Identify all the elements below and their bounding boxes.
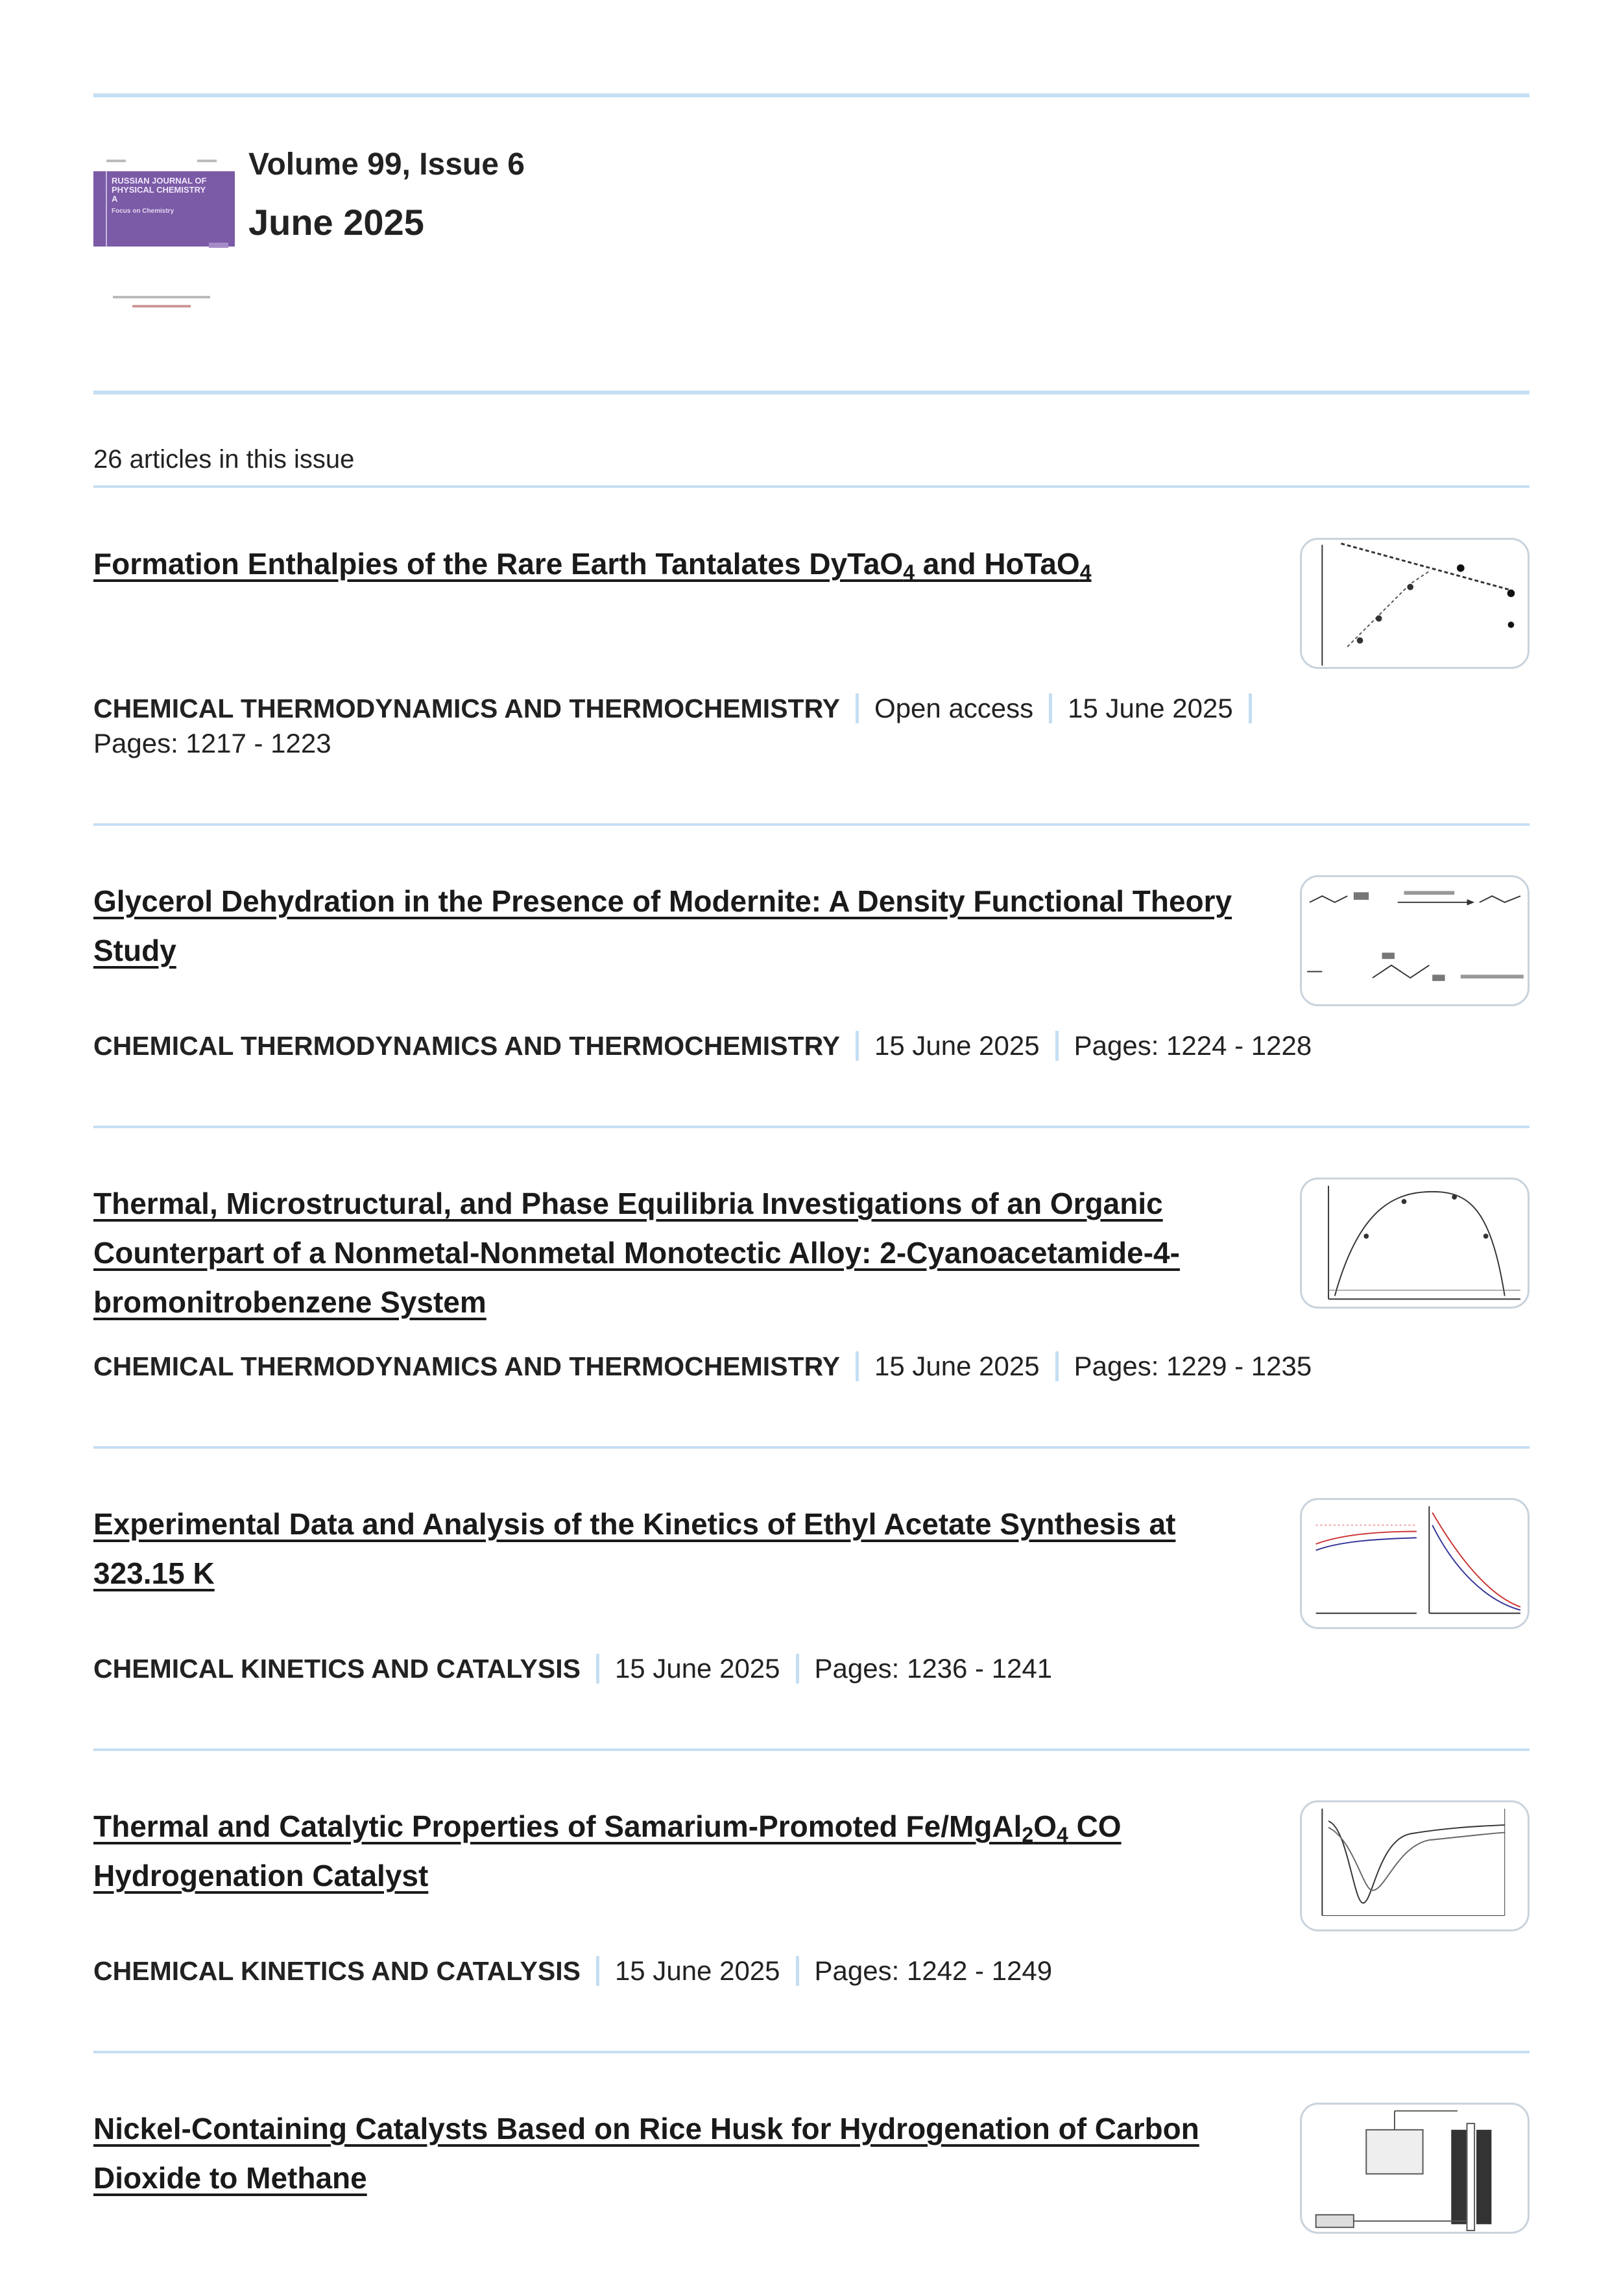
article-subject-link[interactable]: CHEMICAL THERMODYNAMICS AND THERMOCHEMISTRY: [93, 694, 841, 723]
article-pages: Pages: 1229 - 1235: [1074, 1351, 1312, 1381]
article-title-link[interactable]: [93, 1187, 1180, 1319]
article-publish-date: 15 June 2025: [874, 1351, 1040, 1381]
title-text: CO Hydrogenation Catalyst: [93, 1809, 1122, 1892]
article-item: [93, 489, 1530, 826]
meta-separator: [796, 1654, 799, 1684]
article-title-link[interactable]: [93, 547, 1092, 584]
article-header: [93, 2103, 1530, 2234]
meta-separator: [856, 694, 859, 723]
article-title: [93, 875, 1235, 975]
article-subject-link[interactable]: CHEMICAL KINETICS AND CATALYSIS: [93, 1956, 581, 1986]
article-title: [93, 1800, 1235, 1900]
article-title: [93, 1498, 1235, 1598]
title-subscript: 2: [1022, 1823, 1034, 1846]
title-text: Nickel-Containing Catalysts Based on Rice Husk for Hydrogenation of Carbon Dioxide to Methane: [93, 2112, 1199, 2195]
article-title-link[interactable]: [93, 2112, 1199, 2195]
title-subscript: 4: [1057, 1823, 1068, 1846]
title-subscript: 4: [903, 561, 915, 584]
article-header: [93, 1498, 1530, 1629]
article-title-link[interactable]: [93, 884, 1232, 967]
article-thumbnail-image[interactable]: [1300, 875, 1530, 1006]
meta-separator: [856, 1351, 859, 1381]
title-text: Glycerol Dehydration in the Presence of Modernite: A Density Functional Theory Study: [93, 884, 1232, 967]
articles-count: 26 articles in this issue: [93, 445, 355, 474]
article-publish-date: 15 June 2025: [874, 1030, 1040, 1061]
article-meta: [93, 1651, 1443, 1686]
journal-cover-image[interactable]: [93, 148, 235, 330]
title-text: and HoTaO: [915, 547, 1080, 581]
article-item: [93, 1449, 1530, 1751]
article-thumbnail-image[interactable]: [1300, 1498, 1530, 1629]
meta-separator: [856, 1031, 859, 1061]
article-thumbnail-image[interactable]: [1300, 1800, 1530, 1931]
list-top-divider: [93, 485, 1530, 488]
article-list: [93, 489, 1530, 2296]
meta-separator: [596, 1956, 599, 1986]
article-meta: [93, 691, 1443, 761]
article-header: [93, 1178, 1530, 1327]
article-thumbnail-image[interactable]: [1300, 538, 1530, 669]
article-subject-link[interactable]: CHEMICAL THERMODYNAMICS AND THERMOCHEMISTRY: [93, 1031, 841, 1061]
header-bottom-divider: [93, 391, 1530, 394]
title-text: Thermal and Catalytic Properties of Samarium-Promoted Fe/MgAl: [93, 1809, 1022, 1843]
article-header: [93, 1800, 1530, 1931]
article-item: [93, 1128, 1530, 1449]
cover-journal-subtitle: Focus on Chemistry: [112, 208, 174, 215]
article-title-link[interactable]: [93, 1507, 1175, 1590]
article-pages: Pages: 1217 - 1223: [93, 728, 331, 758]
meta-separator: [1055, 1351, 1059, 1381]
article-item: [93, 826, 1530, 1128]
title-text: Thermal, Microstructural, and Phase Equilibria Investigations of an Organic Counterpart of a Nonmetal-Nonmetal Monotectic Alloy: 2-Cyanoacetamide-4-bromonitrobenzene System: [93, 1187, 1180, 1319]
article-pages: Pages: 1242 - 1249: [814, 1955, 1053, 1986]
cover-artwork: [93, 148, 235, 330]
article-subject-link[interactable]: CHEMICAL THERMODYNAMICS AND THERMOCHEMISTRY: [93, 1351, 841, 1381]
title-text: Formation Enthalpies of the Rare Earth Tantalates DyTaO: [93, 547, 904, 581]
article-title: [93, 538, 1235, 588]
title-text: Experimental Data and Analysis of the Kinetics of Ethyl Acetate Synthesis at 323.15 K: [93, 1507, 1176, 1590]
article-header: [93, 875, 1530, 1006]
meta-separator: [796, 1956, 799, 1986]
meta-separator: [1049, 694, 1052, 723]
header-top-divider: [93, 93, 1530, 97]
title-subscript: 4: [1079, 561, 1092, 584]
title-text: O: [1033, 1809, 1057, 1843]
cover-journal-title: RUSSIAN JOURNAL OF PHYSICAL CHEMISTRY A: [112, 176, 207, 204]
open-access-badge: Open access: [874, 693, 1034, 723]
article-meta: [93, 1028, 1443, 1063]
article-title: [93, 1178, 1235, 1327]
meta-separator: [1055, 1031, 1059, 1061]
article-publish-date: 15 June 2025: [1068, 693, 1233, 723]
article-header: [93, 538, 1530, 669]
article-meta: [93, 1953, 1443, 1988]
article-publish-date: 15 June 2025: [614, 1653, 780, 1684]
article-subject-link[interactable]: CHEMICAL KINETICS AND CATALYSIS: [93, 1654, 581, 1684]
article-item: [93, 2053, 1530, 2296]
article-thumbnail-image[interactable]: [1300, 1178, 1530, 1309]
article-pages: Pages: 1236 - 1241: [814, 1653, 1053, 1684]
article-pages: Pages: 1224 - 1228: [1074, 1030, 1312, 1061]
issue-date-heading: June 2025: [248, 202, 424, 243]
article-item: [93, 1751, 1530, 2053]
article-meta: [93, 1349, 1443, 1384]
article-thumbnail-image[interactable]: [1300, 2103, 1530, 2234]
meta-separator: [1249, 694, 1252, 723]
article-publish-date: 15 June 2025: [614, 1955, 780, 1986]
meta-separator: [596, 1654, 599, 1684]
article-title: [93, 2103, 1235, 2203]
issue-volume-heading: Volume 99, Issue 6: [248, 147, 525, 182]
article-title-link[interactable]: [93, 1809, 1122, 1892]
